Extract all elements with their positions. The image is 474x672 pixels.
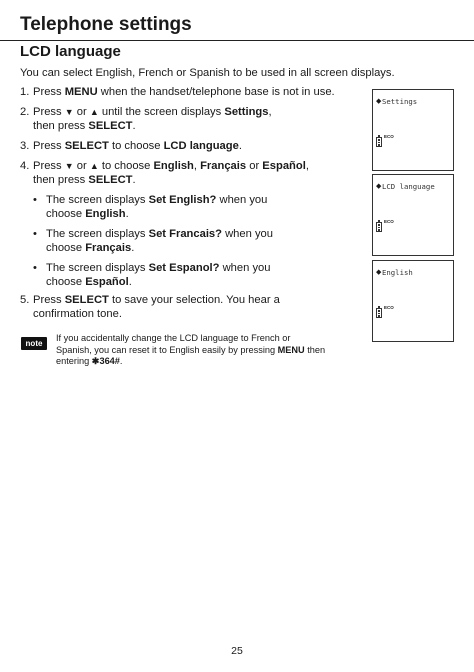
lcd-text: Settings: [382, 97, 418, 106]
note-badge: note: [21, 337, 47, 350]
eco-icon: ECO: [384, 219, 394, 224]
battery-icon: [376, 137, 382, 147]
section-title: LCD language: [20, 43, 121, 60]
header-divider: [0, 40, 474, 41]
step-1: 1. Press MENU when the handset/telephone base is not in use.: [20, 86, 335, 98]
step-2: 2. Press ▼ or ▲ until the screen displays Settings, then press SELECT.: [20, 106, 272, 132]
step-number: 1.: [20, 86, 30, 98]
step-number: 3.: [20, 140, 30, 152]
bullet-item: • The screen displays Set Espanol? when you choose Español.: [33, 262, 271, 288]
step-number: 4.: [20, 160, 30, 172]
page-number: 25: [231, 645, 243, 657]
note-text: If you accidentally change the LCD language to French or Spanish, you can reset it to English easily by pressing MENU then entering ✱364#.: [56, 333, 326, 366]
up-arrow-icon: ▲: [89, 161, 99, 171]
lcd-text: LCD language: [382, 182, 435, 191]
up-arrow-icon: ▲: [89, 107, 99, 117]
step-number: 2.: [20, 106, 30, 118]
step-5: 5. Press SELECT to save your selection. You hear a confirmation tone.: [20, 294, 280, 320]
eco-icon: ECO: [384, 134, 394, 139]
battery-icon: [376, 222, 382, 232]
bullet-dot: •: [33, 228, 37, 240]
eco-icon: ECO: [384, 305, 394, 310]
bullet-item: • The screen displays Set English? when you choose English.: [33, 194, 268, 220]
step-3: 3. Press SELECT to choose LCD language.: [20, 140, 242, 152]
battery-icon: [376, 308, 382, 318]
lcd-screen-settings: [372, 89, 454, 171]
lcd-text: English: [382, 268, 413, 277]
bullet-dot: •: [33, 194, 37, 206]
bullet-dot: •: [33, 262, 37, 274]
scroll-arrows-icon: ◆: [376, 183, 382, 190]
bullet-item: • The screen displays Set Francais? when you choose Français.: [33, 228, 273, 254]
intro-text: You can select English, French or Spanish to be used in all screen displays.: [20, 67, 395, 79]
scroll-arrows-icon: ◆: [376, 269, 382, 276]
step-number: 5.: [20, 294, 30, 306]
step-4: 4. Press ▼ or ▲ to choose English, Français or Español, then press SELECT.: [20, 160, 309, 186]
down-arrow-icon: ▼: [64, 161, 74, 171]
lcd-screen-lcd-language: [372, 174, 454, 256]
down-arrow-icon: ▼: [64, 107, 74, 117]
page-title: Telephone settings: [20, 14, 192, 35]
scroll-arrows-icon: ◆: [376, 98, 382, 105]
lcd-screen-english: [372, 260, 454, 342]
